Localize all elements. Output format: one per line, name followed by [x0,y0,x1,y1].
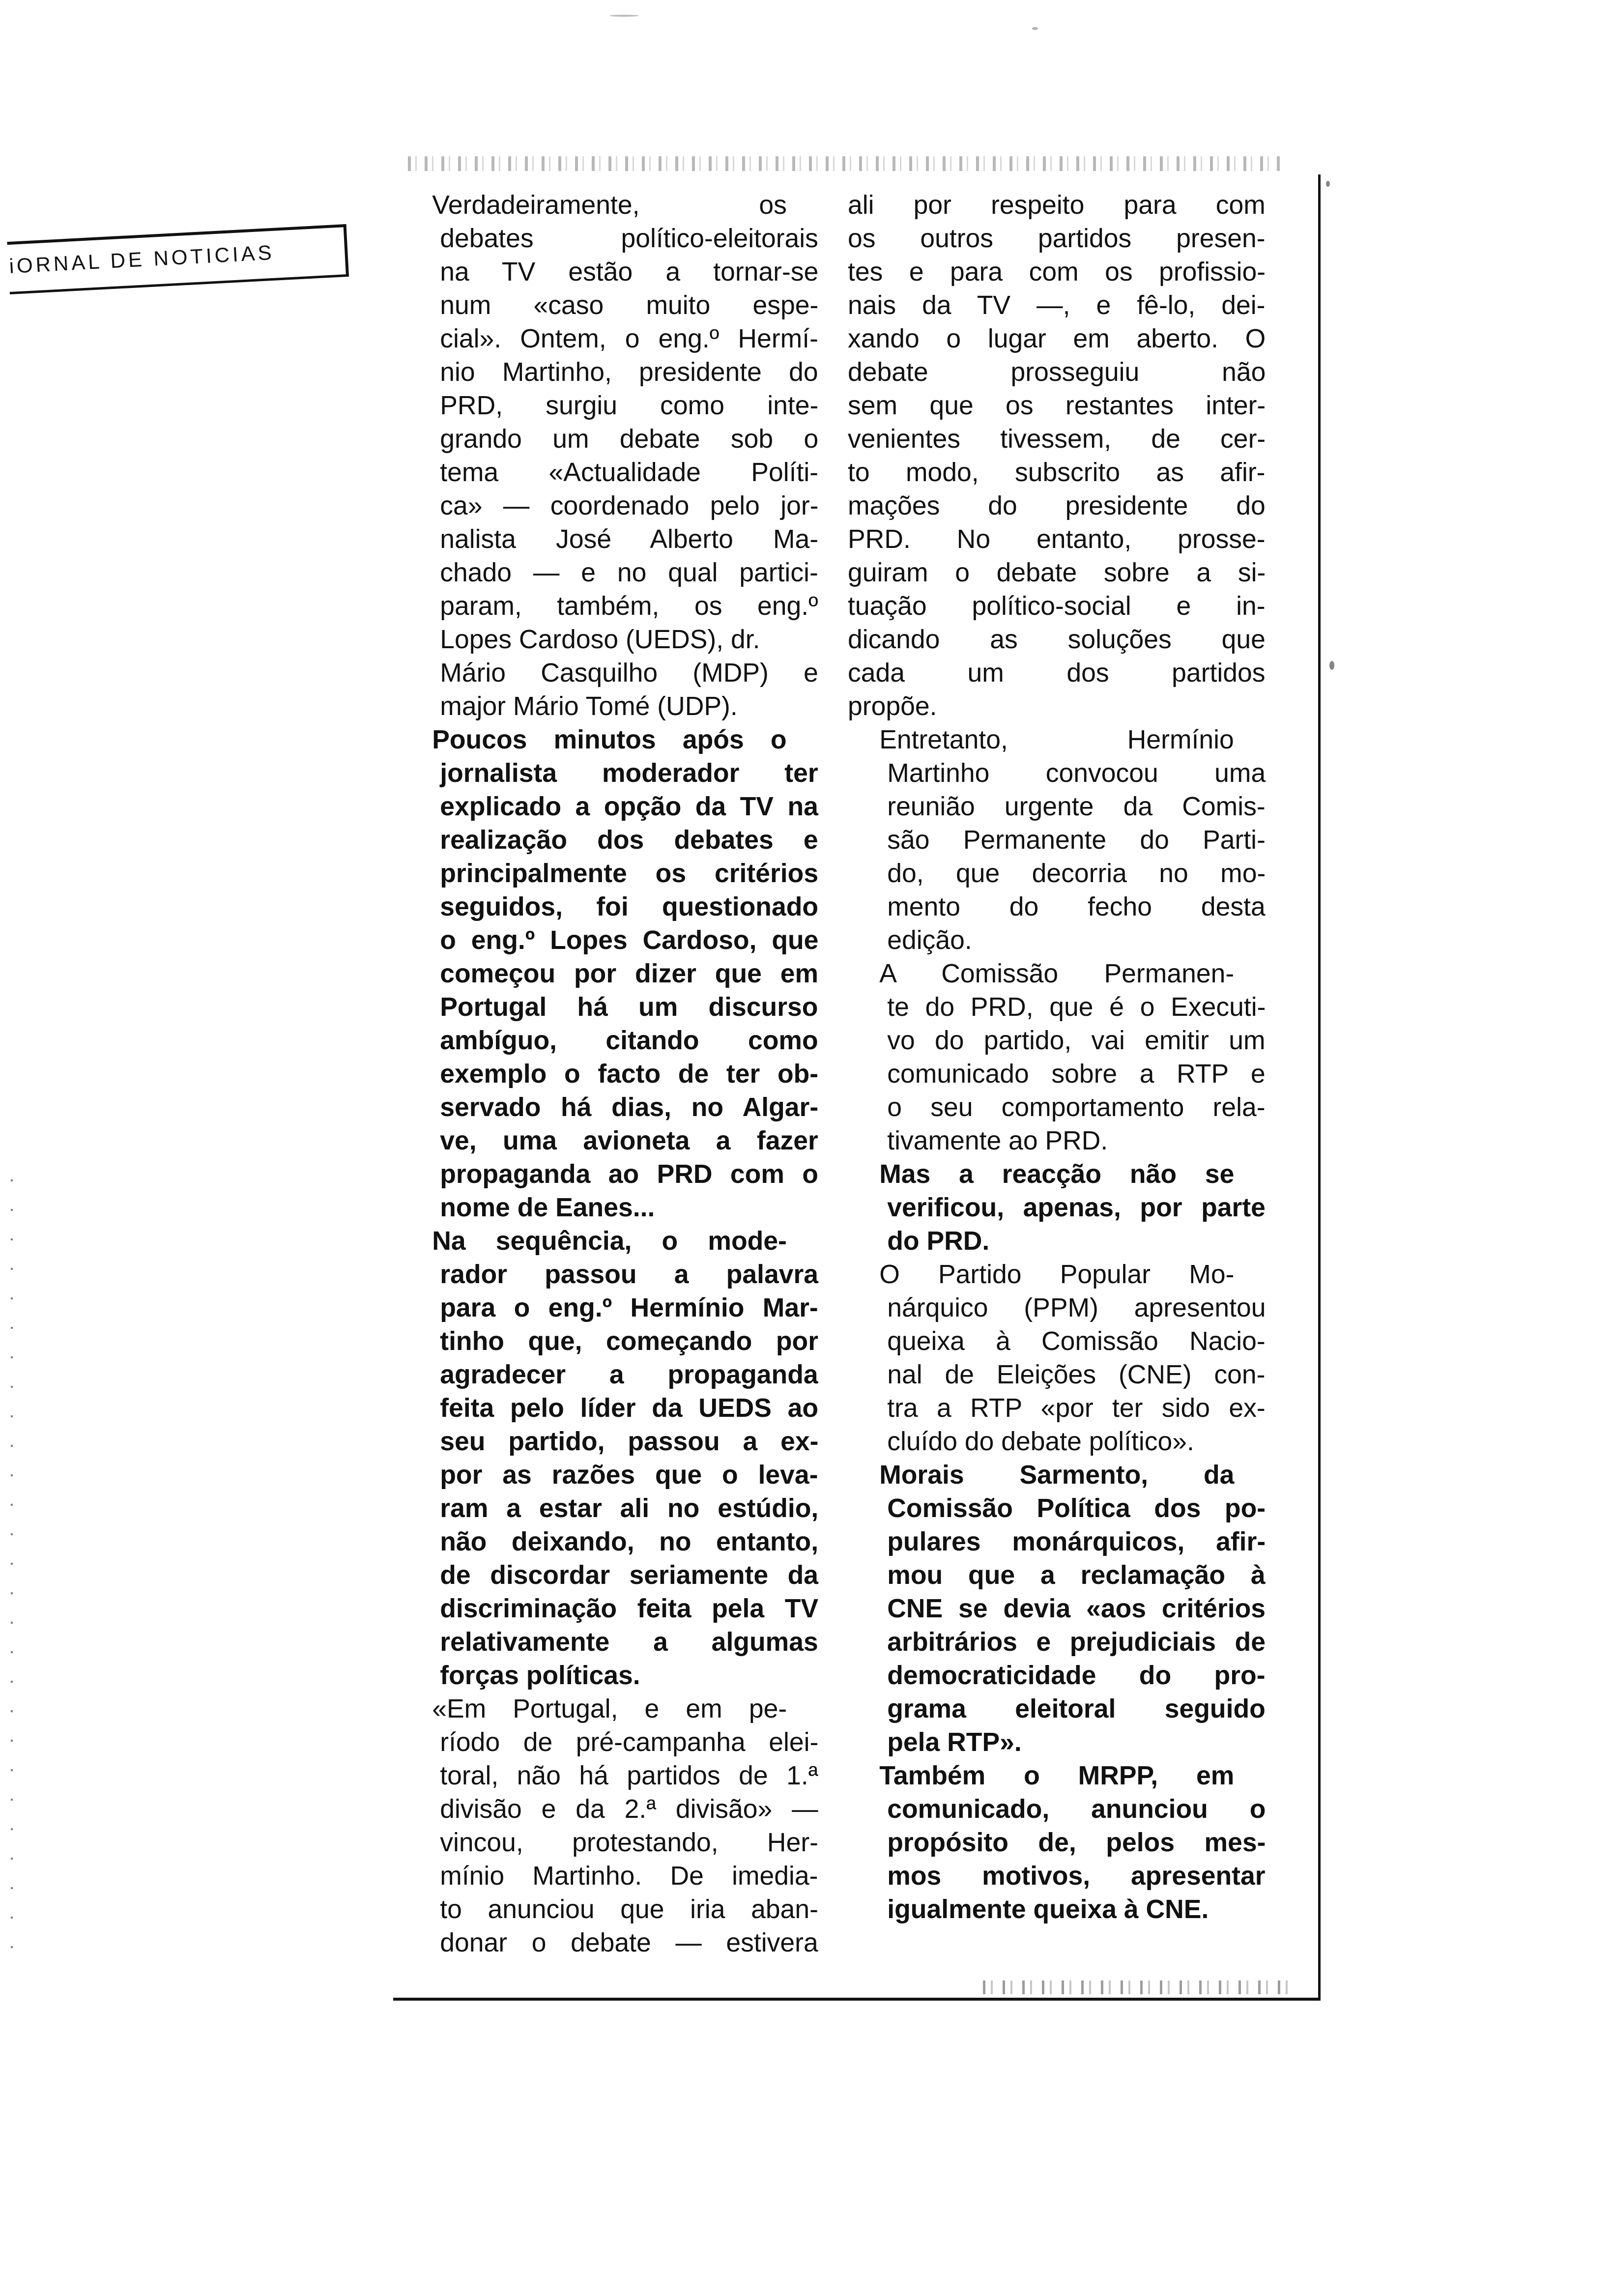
article-line: propósito de, pelos mes- [887,1828,1266,1857]
article-line: vo do partido, vai emitir um [887,1026,1266,1055]
article-line: seu partido, passou a ex- [440,1427,819,1456]
scan-speck [1326,181,1330,187]
article-line: começou por dizer que em [440,959,819,988]
article-paragraph [848,723,1266,957]
article-line: explicado a opção da TV na [440,792,818,821]
article-line: ca» — coordenado pelo jor- [440,491,819,520]
article-line: mínio Martinho. De imedia- [440,1862,818,1891]
article-line: propõe. [848,692,937,721]
article-line: Mas a reacção não se [879,1160,1235,1189]
article-line: propaganda ao PRD com o [440,1160,818,1189]
article-column-2 [848,189,1266,1926]
article-line: param, também, os eng.º [440,592,818,621]
article-line: discriminação feita pela TV [440,1594,819,1623]
article-line: «Em Portugal, e em pe- [432,1694,787,1723]
article-line: nalista José Alberto Ma- [440,525,819,554]
article-line: são Permanente do Parti- [887,826,1266,855]
article-line: arbitrários e prejudiciais de [887,1628,1266,1657]
article-line: Mário Casquilho (MDP) e [440,659,818,688]
article-line: nio Martinho, presidente do [440,358,818,387]
article-line: realização dos debates e [440,826,818,855]
column-rule-right [1318,174,1321,1998]
article-line: nal de Eleições (CNE) con- [887,1360,1266,1389]
article-line: toral, não há partidos de 1.ª [440,1761,818,1790]
article-line: seguidos, foi questionado [440,892,819,921]
article-line: Entretanto, Hermínio [879,725,1234,754]
article-line: Poucos minutos após o [432,725,787,754]
article-line: por as razões que o leva- [440,1461,818,1490]
article-line: CNE se devia «aos critérios [887,1594,1266,1623]
article-line: Verdadeiramente, os [432,191,787,220]
article-line: para o eng.º Hermínio Mar- [440,1293,818,1322]
article-line: mações do presidente do [848,491,1266,520]
article-line: tinho que, começando por [440,1327,819,1356]
article-line: donar o debate — estivera [440,1928,818,1957]
article-line: do PRD. [887,1227,990,1256]
article-line: dicando as soluções que [848,625,1266,654]
article-line: Morais Sarmento, da [879,1461,1235,1490]
article-line: A Comissão Permanen- [879,959,1235,988]
article-line: tes e para com os profissio- [848,258,1266,287]
article-line: exemplo o facto de ter ob- [440,1060,819,1089]
article-line: relativamente a algumas [440,1628,818,1657]
article-line: jornalista moderador ter [440,759,818,788]
article-paragraph [848,1258,1266,1459]
article-line: O Partido Popular Mo- [879,1260,1235,1289]
article-line: sem que os restantes inter- [848,391,1266,420]
article-line: reunião urgente da Comis- [887,792,1266,821]
article-line: nárquico (PPM) apresentou [887,1293,1266,1322]
article-paragraph [401,723,818,1225]
article-line: o eng.º Lopes Cardoso, que [440,926,819,955]
article-line: do, que decorria no mo- [887,859,1266,888]
article-line: mos motivos, apresentar [887,1862,1266,1891]
scan-noise-bottom [983,1980,1297,1994]
article-line: comunicado sobre a RTP e [887,1060,1266,1089]
article-paragraph [848,957,1266,1158]
article-line: nais da TV —, e fê-lo, dei- [848,291,1266,320]
article-line: não deixando, no entanto, [440,1527,819,1556]
article-line: principalmente os critérios [440,859,819,888]
article-line: pela RTP». [887,1728,1022,1757]
article-paragraph [848,189,1266,723]
column-rule-bottom [393,1998,1321,2001]
article-line: debates político-eleitorais [440,224,818,253]
article-line: cada um dos partidos [848,659,1266,688]
article-line: te do PRD, que é o Executi- [887,993,1266,1022]
scan-speck [1032,27,1038,30]
article-line: pulares monárquicos, afir- [887,1527,1266,1556]
article-line: Martinho convocou uma [887,759,1266,788]
article-line: PRD. No entanto, prosse- [848,525,1266,554]
article-line: comunicado, anunciou o [887,1795,1266,1824]
article-line: divisão e da 2.ª divisão» — [440,1795,818,1824]
article-line: tema «Actualidade Políti- [440,458,819,487]
article-line: Também o MRPP, em [879,1761,1235,1790]
article-paragraph [401,1225,818,1693]
article-line: cluído do debate político». [887,1427,1194,1456]
article-line: num «caso muito espe- [440,291,819,320]
article-line: grama eleitoral seguido [887,1694,1266,1723]
article-line: PRD, surgiu como inte- [440,391,819,420]
article-line: venientes tivessem, de cer- [848,425,1266,454]
article-paragraph [848,1158,1266,1258]
article-line: ve, uma avioneta a fazer [440,1126,818,1155]
article-line: verificou, apenas, por parte [887,1193,1266,1222]
article-line: mento do fecho desta [887,892,1266,921]
article-line: to modo, subscrito as afir- [848,458,1266,487]
article-line: ram a estar ali no estúdio, [440,1494,819,1523]
article-line: xando o lugar em aberto. O [848,324,1266,353]
article-line: ríodo de pré-campanha elei- [440,1728,819,1757]
article-line: nome de Eanes... [440,1193,655,1222]
scan-noise-top [408,156,1283,171]
article-paragraph [848,1759,1266,1926]
article-line: major Mário Tomé (UDP). [440,692,738,721]
article-line: vincou, protestando, Her- [440,1828,818,1857]
article-line: os outros partidos presen- [848,224,1266,253]
article-line: cial». Ontem, o eng.º Hermí- [440,324,818,353]
article-line: democraticidade do pro- [887,1661,1266,1690]
newspaper-source-label: iORNAL DE NOTICIAS [8,240,275,278]
article-line: tivamente ao PRD. [887,1126,1108,1155]
article-line: Portugal há um discurso [440,993,818,1022]
article-line: forças políticas. [440,1661,640,1690]
scan-speck [609,15,639,17]
article-line: igualmente queixa à CNE. [887,1895,1209,1924]
article-paragraph [401,1693,818,1960]
article-line: feita pelo líder da UEDS ao [440,1394,819,1423]
article-line: Comissão Política dos po- [887,1494,1266,1523]
article-column-1 [401,189,818,1960]
article-line: na TV estão a tornar-se [440,258,819,287]
article-paragraph [401,189,818,723]
article-paragraph [848,1459,1266,1759]
article-line: rador passou a palavra [440,1260,819,1289]
article-line: tra a RTP «por ter sido ex- [887,1394,1266,1423]
article-line: de discordar seriamente da [440,1561,819,1590]
article-line: queixa à Comissão Nacio- [887,1327,1266,1356]
article-line: debate prosseguiu não [848,358,1266,387]
article-line: guiram o debate sobre a si- [848,558,1266,587]
article-line: o seu comportamento rela- [887,1093,1266,1122]
article-line: ali por respeito para com [848,191,1266,220]
article-line: edição. [887,926,972,955]
article-line: ambíguo, citando como [440,1026,818,1055]
scan-margin-marks [11,1179,13,1966]
article-line: mou que a reclamação à [887,1561,1266,1590]
article-line: chado — e no qual partici- [440,558,818,587]
article-line: Na sequência, o mode- [432,1227,787,1256]
article-line: Lopes Cardoso (UEDS), dr. [440,625,760,654]
article-line: tuação político-social e in- [848,592,1266,621]
article-line: agradecer a propaganda [440,1360,818,1389]
scan-speck [1329,661,1334,670]
article-line: grando um debate sob o [440,425,819,454]
article-line: to anunciou que iria aban- [440,1895,818,1924]
article-line: servado há dias, no Algar- [440,1093,819,1122]
